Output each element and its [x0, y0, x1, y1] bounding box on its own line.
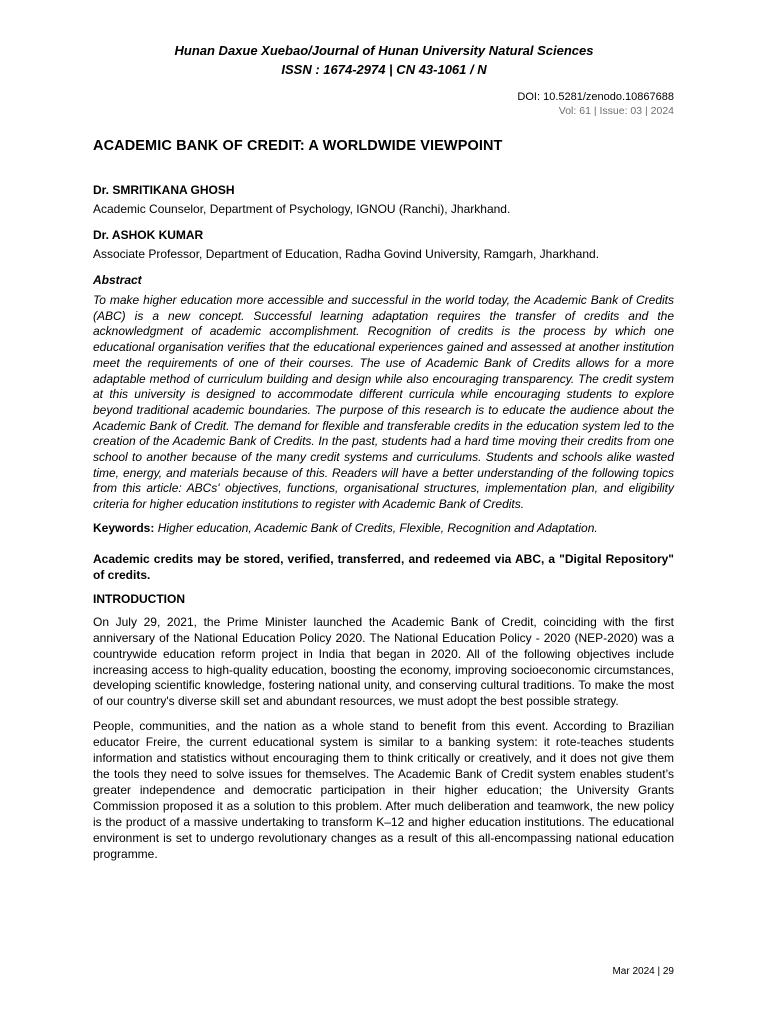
keywords-list: Higher education, Academic Bank of Credits, Flexible, Recognition and Adaptation.: [154, 520, 598, 535]
abstract-heading: Abstract: [93, 273, 142, 287]
article-body: [93, 138, 674, 871]
journal-issn: ISSN : 1674-2974 | CN 43-1061 / N: [281, 62, 487, 77]
key-statement: Academic credits may be stored, verified, transferred, and redeemed via ABC, a "Digital Repository" of credits.: [93, 551, 674, 582]
keywords: [93, 521, 674, 535]
page-footer: Mar 2024 | 29: [612, 966, 674, 977]
paragraph: People, communities, and the nation as a whole stand to benefit from this event. According to Brazilian educator Freire, the current educational system is similar to a banking system: it rote-teaches students information and statistics without encouraging them to think critically or creatively, and it does not give them the tools they need to solve issues for themselves. The Academic Bank of Credit system enables student’s greater independence and democratic participation in their higher education; the University Grants Commission proposed it as a solution to this problem. After much deliberation and teamwork, the new policy is the product of a massive undertaking to transform K–12 and higher education institutions. The educational environment is set to undergo revolutionary changes as a result of this all-encompassing national education programme.: [93, 719, 674, 861]
author-affiliation: Associate Professor, Department of Education, Radha Govind University, Ramgarh, Jharkhand.: [93, 247, 600, 261]
keywords-label: Keywords:: [93, 520, 155, 535]
doi[interactable]: DOI: 10.5281/zenodo.10867688: [517, 91, 674, 103]
section-heading-introduction: INTRODUCTION: [93, 591, 185, 606]
abstract-text: To make higher education more accessible and successful in the world today, the Academic Bank of Credits (ABC) is a new concept. Successful learning adaptation requires the transfer of credits and the acknowledgment of academic accomplishment. Recognition of credits is the process by which one educational organisation verifies that the educational experiences gained and assessed at another institution meet the requirements of one of their courses. The use of Academic Bank of Credits allows for a more adaptable method of curriculum building and design while also encouraging transparency. The credit system at this university is designed to accommodate different curricula while encouraging students to explore beyond traditional academic boundaries. The purpose of this research is to educate the audience about the Academic Bank of Credit. The demand for flexible and transferable credits in the education system led to the creation of the Academic Bank of Credits. In the past, students had a hard time moving their credits from one school to another because of the many credit systems and curriculums. Students and schools alike wasted time, energy, and materials because of this. Readers will have a better understanding of the following topics from this article: ABCs' objectives, functions, organisational structures, implementation plan, and eligibility criteria for higher education institutions to register with Academic Bank of Credits.: [93, 293, 674, 512]
volume-issue: Vol: 61 | Issue: 03 | 2024: [558, 105, 674, 117]
article-title: ACADEMIC BANK OF CREDIT: A WORLDWIDE VIEWPOINT: [93, 138, 503, 154]
author-affiliation: Academic Counselor, Department of Psychology, IGNOU (Ranchi), Jharkhand.: [93, 202, 511, 216]
author-name: Dr. ASHOK KUMAR: [93, 228, 204, 242]
paragraph: On July 29, 2021, the Prime Minister launched the Academic Bank of Credit, coinciding with the first anniversary of the National Education Policy 2020. The National Education Policy - 2020 (NEP-2020) was a countrywide education reform project in India that began in 2020. All of the following objectives include increasing access to high-quality education, boosting the economy, improving socioeconomic circumstances, developing scientific knowledge, fostering national unity, and conserving cultural traditions. To make the most of our country's diverse skill set and abundant resources, we must adopt the best possible strategy.: [93, 614, 674, 709]
journal-name: Hunan Daxue Xuebao/Journal of Hunan University Natural Sciences: [174, 43, 594, 58]
author-name: Dr. SMRITIKANA GHOSH: [93, 183, 235, 197]
